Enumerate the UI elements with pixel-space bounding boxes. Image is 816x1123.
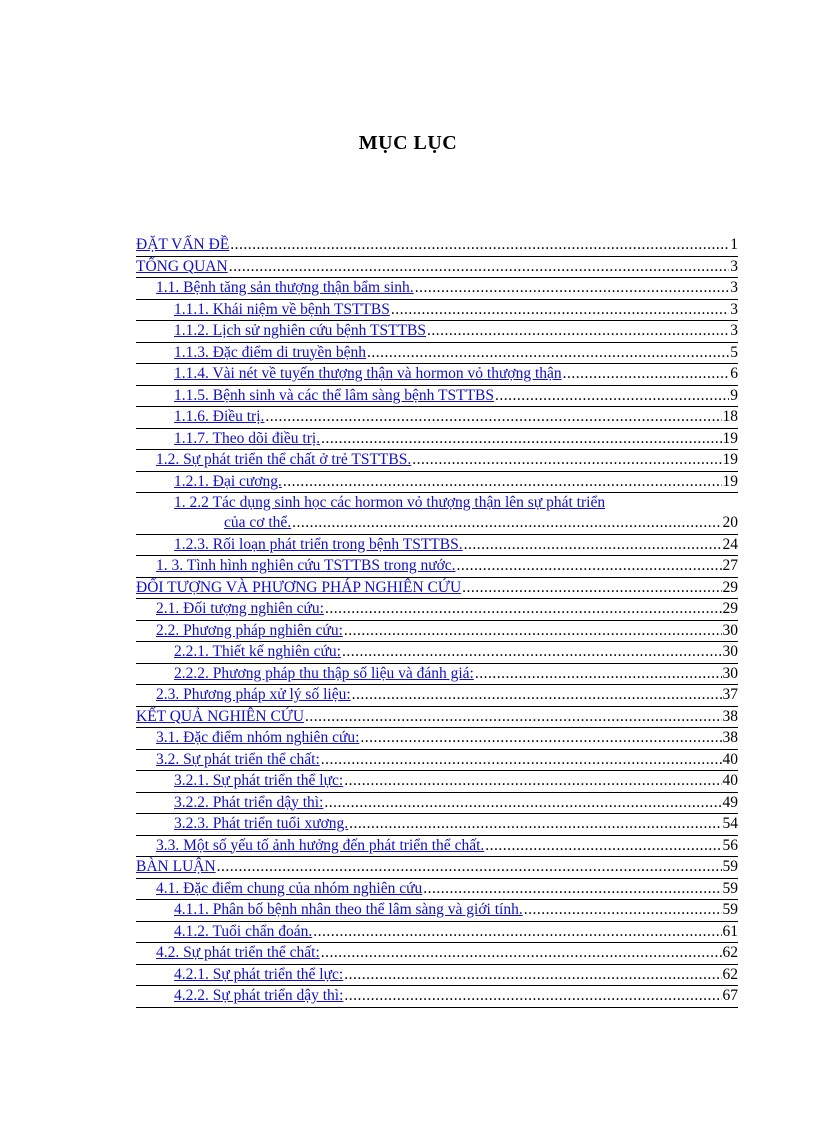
toc-entry[interactable] <box>136 235 738 257</box>
toc-leader-dots <box>352 685 722 706</box>
toc-page-number: 62 <box>722 965 738 983</box>
toc-entry-label: 1.1. Bệnh tăng sản thượng thận bẩm sinh. <box>156 279 414 296</box>
toc-leader-dots <box>464 535 722 556</box>
toc-entry-label: 3.2.1. Sự phát triển thể lực: <box>174 772 344 789</box>
toc-page-number: 30 <box>722 643 738 660</box>
toc-page-number: 67 <box>722 987 738 1004</box>
toc-entry-label: KẾT QUẢ NGHIÊN CỨU <box>136 707 305 725</box>
toc-leader-dots <box>321 750 722 771</box>
toc-entry-label: 1. 3. Tình hình nghiên cứu TSTTBS trong nước. <box>156 557 456 574</box>
toc-entry[interactable] <box>136 707 738 729</box>
toc-entry-label: BÀN LUẬN <box>136 858 216 875</box>
toc-entry[interactable] <box>136 599 738 621</box>
toc-entry-label: 1.2.3. Rối loạn phát triển trong bệnh TSTTBS. <box>174 535 463 553</box>
toc-entry[interactable] <box>136 472 738 494</box>
toc-entry[interactable] <box>136 535 738 557</box>
toc-page-number: 19 <box>722 451 738 468</box>
toc-entry[interactable] <box>136 278 738 300</box>
toc-entry[interactable] <box>136 750 738 772</box>
toc-entry[interactable] <box>136 771 738 793</box>
toc-entry[interactable] <box>136 257 738 279</box>
toc-leader-dots <box>265 407 721 428</box>
toc-entry-label: 3.1. Đặc điểm nhóm nghiên cứu: <box>156 729 360 746</box>
toc-page-number: 19 <box>722 429 738 447</box>
toc-page-number: 19 <box>722 472 738 490</box>
toc-page-number: 18 <box>722 408 738 425</box>
toc-entry-label: 1.1.3. Đặc điểm di truyền bệnh <box>174 343 366 361</box>
toc-leader-dots <box>367 343 729 364</box>
toc-entry[interactable] <box>136 300 738 322</box>
toc-entry-label: 4.2.1. Sự phát triển thể lực: <box>174 965 344 983</box>
toc-page-number: 24 <box>722 535 738 553</box>
toc-page-number: 54 <box>722 815 738 832</box>
toc-page-number: 3 <box>730 257 738 275</box>
toc-entry-label: 1.1.6. Điều trị. <box>174 408 265 425</box>
toc-leader-dots <box>324 793 721 814</box>
toc-entry[interactable] <box>136 493 738 535</box>
toc-page-number: 29 <box>722 578 738 596</box>
toc-leader-dots <box>391 300 729 321</box>
toc-page-number: 56 <box>722 836 738 854</box>
toc-entry[interactable] <box>136 965 738 987</box>
toc-leader-dots <box>313 922 721 943</box>
toc-entry-label: 1.2.1. Đại cương. <box>174 472 282 490</box>
toc-page-number: 59 <box>722 901 738 918</box>
toc-entry[interactable] <box>136 685 738 707</box>
toc-page-number: 3 <box>730 279 738 296</box>
toc-page-number: 59 <box>722 879 738 897</box>
toc-page-number: 61 <box>722 922 738 940</box>
toc-leader-dots <box>292 513 721 534</box>
toc-entry[interactable] <box>136 321 738 343</box>
toc-entry-label: 2.2. Phương pháp nghiên cứu: <box>156 621 343 639</box>
toc-page-number: 38 <box>722 707 738 725</box>
toc-page-number: 40 <box>722 772 738 789</box>
toc-leader-dots <box>423 879 721 900</box>
toc-entry-label: 1.2. Sự phát triển thể chất ở trẻ TSTTBS. <box>156 451 412 468</box>
toc-leader-dots <box>462 578 721 599</box>
toc-entry-label: 4.1.1. Phân bố bệnh nhân theo thể lâm sàng và giới tính. <box>174 901 523 918</box>
toc-leader-dots <box>495 386 729 407</box>
toc-leader-dots <box>344 986 721 1007</box>
toc-leader-dots <box>230 235 729 256</box>
toc-entry[interactable] <box>136 364 738 386</box>
toc-entry-label: 4.2. Sự phát triển thể chất: <box>156 944 320 961</box>
toc-entry[interactable] <box>136 857 738 879</box>
toc-entry-label: 2.3. Phương pháp xử lý số liệu: <box>156 686 351 703</box>
toc-entry[interactable] <box>136 922 738 944</box>
toc-page-number: 59 <box>722 858 738 875</box>
toc-leader-dots <box>344 771 721 792</box>
toc-entry-label: 2.2.2. Phương pháp thu thập số liệu và đánh giá: <box>174 664 474 682</box>
toc-entry-label: ĐỐI TƯỢNG VÀ PHƯƠNG PHÁP NGHIÊN CỨU <box>136 578 462 596</box>
toc-entry-label: 3.2. Sự phát triển thể chất: <box>156 750 320 768</box>
toc-entry-label: 2.1. Đối tượng nghiên cứu: <box>156 600 324 617</box>
toc-page-number: 5 <box>730 343 738 361</box>
toc-leader-dots <box>475 664 722 685</box>
toc-page-number: 1 <box>730 236 738 253</box>
toc-entry[interactable] <box>136 900 738 922</box>
toc-entry-label: 1.1.1. Khái niệm về bệnh TSTTBS <box>174 300 390 318</box>
toc-leader-dots <box>344 965 721 986</box>
toc-entry[interactable] <box>136 664 738 686</box>
toc-entry-label: 1.1.4. Vài nét về tuyến thượng thận và hormon vỏ thượng thận <box>174 365 562 382</box>
toc-leader-dots <box>563 364 730 385</box>
toc-leader-dots <box>283 472 722 493</box>
toc-page-number: 38 <box>722 729 738 746</box>
toc-page-number: 30 <box>722 621 738 639</box>
toc-entry[interactable] <box>136 793 738 815</box>
toc-entry[interactable] <box>136 728 738 750</box>
toc-page-number: 49 <box>722 793 738 811</box>
toc-entry-label: 1.1.2. Lịch sử nghiên cứu bệnh TSTTBS <box>174 322 427 339</box>
toc-page-number: 40 <box>722 750 738 768</box>
table-of-contents <box>136 235 738 1008</box>
toc-entry-label: 1.1.5. Bệnh sinh và các thể lâm sàng bệnh TSTTBS <box>174 386 494 404</box>
toc-leader-dots <box>485 836 721 857</box>
toc-leader-dots <box>305 707 721 728</box>
toc-entry-label: 4.1. Đặc điểm chung của nhóm nghiên cứu <box>156 879 423 897</box>
toc-page-number: 27 <box>722 557 738 574</box>
toc-page-number: 29 <box>722 600 738 617</box>
toc-entry-label: 4.1.2. Tuổi chẩn đoán. <box>174 922 313 940</box>
toc-page-number: 9 <box>730 386 738 404</box>
toc-page-number: 37 <box>722 686 738 703</box>
toc-entry[interactable] <box>136 407 738 429</box>
toc-page-number: 30 <box>722 664 738 682</box>
toc-entry[interactable] <box>136 836 738 858</box>
toc-entry[interactable] <box>136 642 738 664</box>
toc-entry[interactable] <box>136 556 738 578</box>
toc-page-number: 3 <box>730 322 738 339</box>
toc-leader-dots <box>349 814 721 835</box>
toc-entry[interactable] <box>136 879 738 901</box>
toc-entry-label: ĐẶT VẤN ĐỀ <box>136 236 230 253</box>
toc-entry-label: 3.3. Một số yếu tố ảnh hưởng đến phát triển thể chất. <box>156 836 485 854</box>
toc-entry[interactable] <box>136 943 738 965</box>
toc-entry[interactable] <box>136 814 738 836</box>
toc-leader-dots <box>427 321 729 342</box>
toc-leader-dots <box>457 556 722 577</box>
toc-page-number: 3 <box>730 300 738 318</box>
toc-leader-dots <box>344 621 722 642</box>
toc-entry[interactable] <box>136 450 738 472</box>
toc-leader-dots <box>415 278 730 299</box>
toc-leader-dots <box>360 728 721 749</box>
toc-entry[interactable] <box>136 986 738 1008</box>
toc-entry[interactable] <box>136 386 738 408</box>
toc-entry-label: 3.2.3. Phát triển tuổi xương. <box>174 815 349 832</box>
toc-entry[interactable] <box>136 429 738 451</box>
toc-leader-dots <box>321 943 722 964</box>
toc-entry-label: 2.2.1. Thiết kế nghiên cứu: <box>174 643 341 660</box>
toc-entry[interactable] <box>136 343 738 365</box>
toc-leader-dots <box>217 857 722 878</box>
toc-leader-dots <box>524 900 722 921</box>
toc-entry-label: 3.2.2. Phát triển dậy thì: <box>174 793 324 811</box>
toc-leader-dots <box>342 642 722 663</box>
toc-entry-label: 4.2.2. Sự phát triển dậy thì: <box>174 987 344 1004</box>
toc-entry-label: 1.1.7. Theo dõi điều trị. <box>174 429 321 447</box>
toc-entry[interactable] <box>136 621 738 643</box>
toc-leader-dots <box>325 599 722 620</box>
toc-leader-dots <box>229 257 730 278</box>
toc-entry-label: 1. 2.2 Tác dụng sinh học các hormon vỏ thượng thận lên sự phát triển <box>174 494 606 511</box>
toc-leader-dots <box>412 450 721 471</box>
toc-leader-dots <box>321 429 721 450</box>
toc-page-number: 6 <box>730 365 738 382</box>
toc-page-number: 62 <box>722 944 738 961</box>
page-title: MỤC LỤC <box>358 132 458 154</box>
toc-entry[interactable] <box>136 578 738 600</box>
toc-page-number: 20 <box>722 514 738 531</box>
toc-entry-label: TỔNG QUAN <box>136 257 228 275</box>
toc-entry-label-cont: của cơ thể. <box>224 514 292 531</box>
